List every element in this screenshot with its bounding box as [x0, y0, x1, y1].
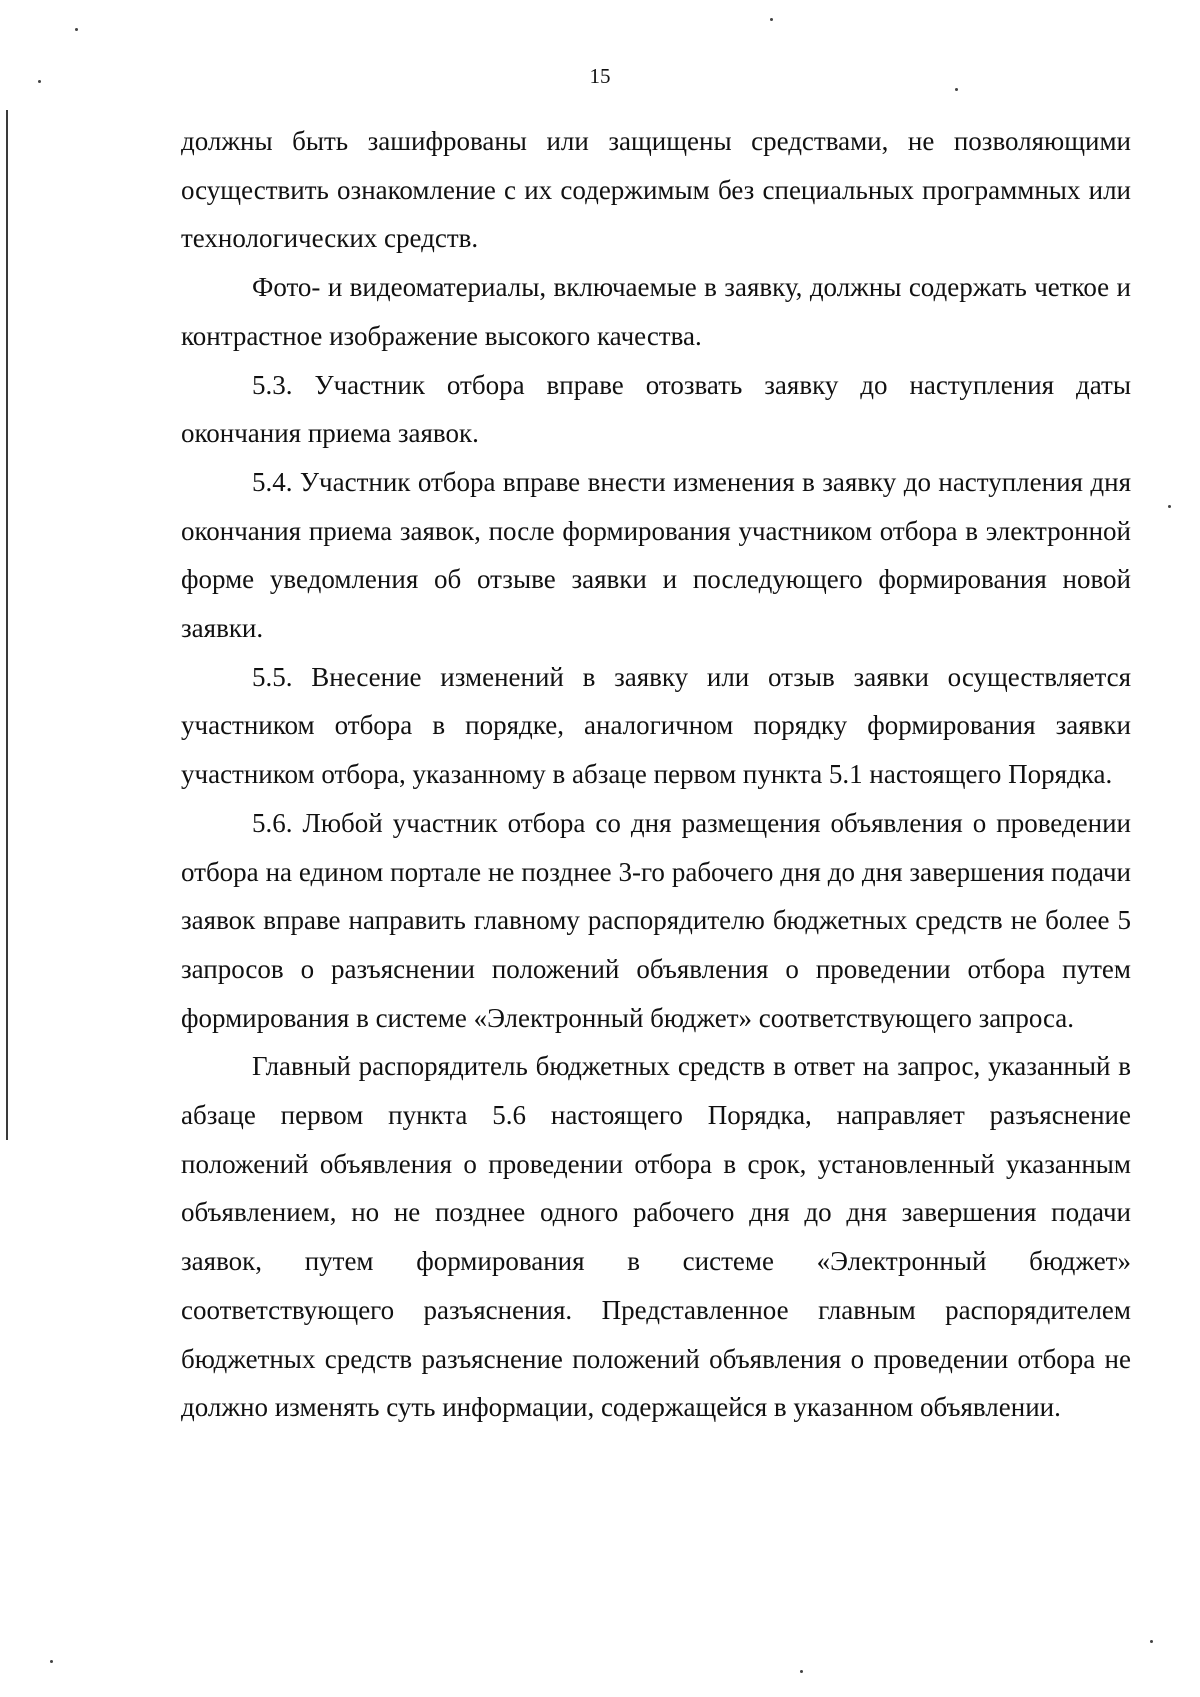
- scan-speck: [38, 80, 41, 83]
- paragraph-response: Главный распорядитель бюджетных средств в ответ на запрос, указанный в абзаце первом пункта 5.6 настоящего Порядка, направляет разъяснение положений объявления о проведении отбора в срок, установленный указанным объявлением, но не позднее одного рабочего дня до дня завершения подачи заявок, путем формирования в системе «Электронный бюджет» соответствующего разъяснения. Представленное главным распорядителем бюджетных средств разъяснение положений объявления о проведении отбора не должно изменять суть информации, содержащейся в указанном объявлении.: [181, 1051, 1131, 1423]
- paragraph-5-3: 5.3. Участник отбора вправе отозвать заявку до наступления даты окончания приема заявок.: [181, 369, 1131, 449]
- scan-speck: [1168, 505, 1171, 508]
- scan-speck: [800, 1670, 803, 1673]
- paragraph-media-requirements: Фото- и видеоматериалы, включаемые в заявку, должны содержать четкое и контрастное изображение высокого качества.: [181, 272, 1131, 351]
- scan-margin-line: [6, 110, 8, 1140]
- paragraph-5-5: 5.5. Внесение изменений в заявку или отзыв заявки осуществляется участником отбора в порядке, аналогичном порядку формирования заявки участником отбора, указанному в абзаце первом пункта 5.1 настоящего Порядка.: [181, 661, 1131, 790]
- scan-speck: [1150, 1640, 1153, 1643]
- paragraph-5-6: 5.6. Любой участник отбора со дня размещения объявления о проведении отбора на едином портале не позднее 3-го рабочего дня до дня завершения подачи заявок вправе направить главному распорядителю бюджетных средств не более 5 запросов о разъяснении положений объявления о проведении отбора путем формирования в системе «Электронный бюджет» соответствующего запроса.: [181, 807, 1131, 1033]
- scan-speck: [770, 18, 773, 21]
- page-number: 15: [589, 64, 611, 88]
- paragraph-continuation: должны быть зашифрованы или защищены средствами, не позволяющими осуществить ознакомление с их содержимым без специальных программных или технологических средств.: [181, 126, 1131, 254]
- scan-speck: [955, 88, 958, 91]
- document-body: [181, 117, 1131, 1432]
- scan-speck: [75, 28, 78, 31]
- paragraph-5-4: 5.4. Участник отбора вправе внести изменения в заявку до наступления дня окончания приема заявок, после формирования участником отбора в электронной форме уведомления об отзыве заявки и последующего формирования новой заявки.: [181, 466, 1131, 644]
- scan-speck: [50, 1660, 53, 1663]
